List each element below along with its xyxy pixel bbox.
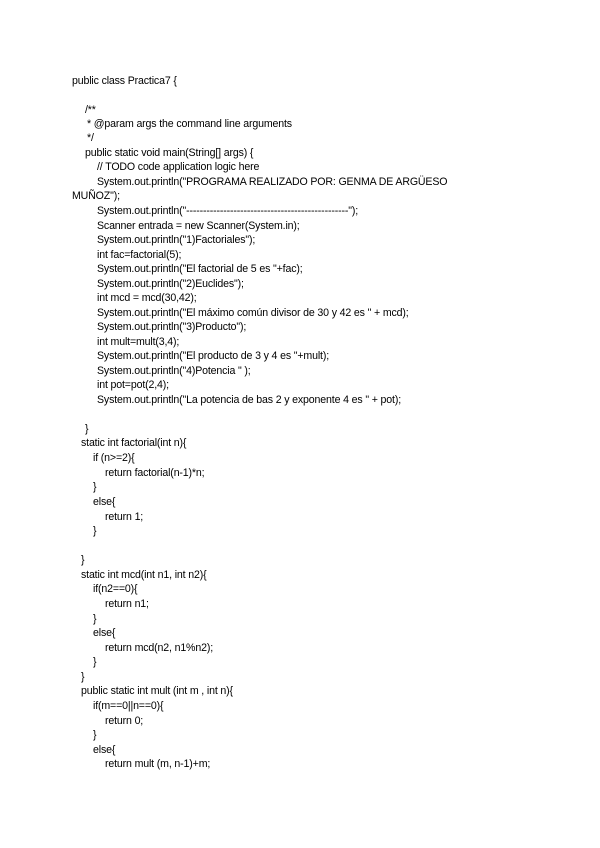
code-line: System.out.println("1)Factoriales"); (97, 234, 256, 246)
code-line: } (93, 613, 97, 625)
code-line: return n1; (105, 598, 149, 610)
code-line: int fac=factorial(5); (97, 249, 182, 261)
code-line: } (85, 423, 89, 435)
code-line: else{ (93, 496, 116, 508)
code-line: if(m==0||n==0){ (93, 700, 164, 712)
code-line: else{ (93, 627, 116, 639)
code-line: System.out.println("PROGRAMA REALIZADO POR: GENMA DE ARGÜESO (97, 176, 448, 188)
code-line: * @param args the command line arguments (87, 118, 292, 130)
code-line: public class Practica7 { (72, 75, 177, 87)
code-line: if (n>=2){ (93, 452, 135, 464)
code-line: } (93, 481, 97, 493)
code-line: System.out.println("El máximo común divisor de 30 y 42 es " + mcd); (97, 307, 409, 319)
code-line: return mult (m, n-1)+m; (105, 758, 211, 770)
code-line: public static int mult (int m , int n){ (81, 685, 233, 697)
code-line: // TODO code application logic here (97, 161, 260, 173)
code-line: System.out.println("2)Euclides"); (97, 278, 244, 290)
code-line: } (93, 729, 97, 741)
code-line: public static void main(String[] args) { (85, 147, 254, 159)
code-line: int mcd = mcd(30,42); (97, 292, 197, 304)
code-line: return 1; (105, 511, 144, 523)
code-line: } (93, 525, 97, 537)
code-line: System.out.println("El factorial de 5 es "+fac); (97, 263, 303, 275)
code-line: return mcd(n2, n1%n2); (105, 642, 213, 654)
code-line: Scanner entrada = new Scanner(System.in); (97, 220, 300, 232)
code-line: MUÑOZ"); (72, 190, 120, 202)
code-line: return factorial(n-1)*n; (105, 467, 205, 479)
code-line: System.out.println("El producto de 3 y 4 es "+mult); (97, 350, 330, 362)
code-line: } (81, 671, 85, 683)
code-line: System.out.println("La potencia de bas 2 y exponente 4 es " + pot); (97, 394, 401, 406)
code-line: else{ (93, 744, 116, 756)
code-line: */ (87, 132, 94, 144)
code-line: if(n2==0){ (93, 583, 138, 595)
code-line: int pot=pot(2,4); (97, 379, 169, 391)
code-line: } (93, 656, 97, 668)
code-line: int mult=mult(3,4); (97, 336, 180, 348)
code-line: static int factorial(int n){ (81, 437, 187, 449)
code-line: static int mcd(int n1, int n2){ (81, 569, 207, 581)
code-line: } (81, 554, 85, 566)
code-line: /** (85, 104, 96, 116)
code-line: System.out.println("------------------------------------------------"); (97, 205, 358, 217)
code-line: return 0; (105, 715, 144, 727)
code-line: System.out.println("4)Potencia " ); (97, 365, 251, 377)
code-line: System.out.println("3)Producto"); (97, 321, 247, 333)
